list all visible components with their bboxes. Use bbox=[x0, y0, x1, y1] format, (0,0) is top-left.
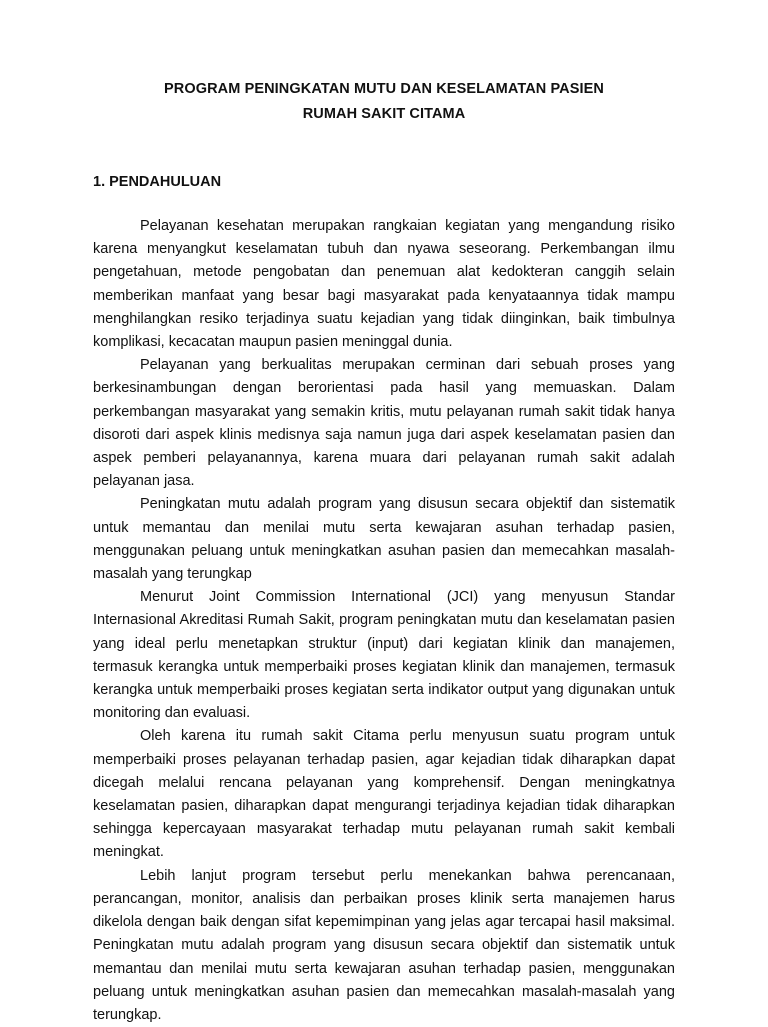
document-subtitle: RUMAH SAKIT CITAMA bbox=[302, 106, 466, 122]
body-text bbox=[93, 215, 675, 1027]
paragraph: Oleh karena itu rumah sakit Citama perlu menyusun suatu program untuk memperbaiki proses pelayanan terhadap pasien, agar kejadian tidak diharapkan dapat dicegah melalui rencana pelayanan yang komprehensif. Dengan meningkatnya keselamatan pasien, diharapkan dapat mengurangi terjadinya kejadian tidak diharapkan sehingga kepercayaan masyarakat terhadap mutu pelayanan rumah sakit kembali meningkat. bbox=[93, 728, 675, 861]
paragraph: Menurut Joint Commission International (JCI) yang menyusun Standar Internasional Akreditasi Rumah Sakit, program peningkatan mutu dan keselamatan pasien yang ideal perlu menetapkan struktur (input) dari kegiatan klinik dan manajemen, termasuk kerangka untuk memperbaiki proses kegiatan klinik dan manajemen, termasuk kerangka untuk memperbaiki proses kegiatan serta indikator output yang digunakan untuk monitoring dan evaluasi. bbox=[93, 589, 675, 722]
paragraph: Lebih lanjut program tersebut perlu menekankan bahwa perencanaan, perancangan, monitor, analisis dan perbaikan proses klinik serta manajemen harus dikelola dengan baik dengan sifat kepemimpinan yang jelas agar tercapai hasil maksimal. Peningkatan mutu adalah program yang disusun secara objektif dan sistematik untuk memantau dan menilai mutu serta kewajaran asuhan terhadap pasien, menggunakan peluang untuk meningkatkan asuhan pasien dan memecahkan masalah-masalah yang terungkap. bbox=[93, 867, 675, 1023]
paragraph: Pelayanan yang berkualitas merupakan cerminan dari sebuah proses yang berkesinambungan dengan berorientasi pada hasil yang memuaskan. Dalam perkembangan masyarakat yang semakin kritis, mutu pelayanan rumah sakit tidak hanya disoroti dari aspek klinis medisnya saja namun juga dari aspek keselamatan pasien dan aspek pemberi pelayanannya, karena muara dari pelayanan rumah sakit adalah pelayanan jasa. bbox=[93, 357, 675, 490]
paragraph: Pelayanan kesehatan merupakan rangkaian kegiatan yang mengandung risiko karena menyangkut keselamatan tubuh dan nyawa seseorang. Perkembangan ilmu pengetahuan, metode pengobatan dan penemuan alat kedokteran canggih selain memberikan manfaat yang besar bagi masyarakat pada kenyataannya tidak mampu menghilangkan resiko terjadinya suatu kejadian yang tidak diinginkan, baik timbulnya komplikasi, kecacatan maupun pasien meninggal dunia. bbox=[93, 218, 675, 351]
paragraph: Peningkatan mutu adalah program yang disusun secara objektif dan sistematik untuk memantau dan menilai mutu serta kewajaran asuhan terhadap pasien, menggunakan peluang untuk meningkatkan asuhan pasien dan memecahkan masalah-masalah yang terungkap bbox=[93, 496, 675, 583]
section-heading: 1. PENDAHULUAN bbox=[93, 174, 222, 190]
document-title: PROGRAM PENINGKATAN MUTU DAN KESELAMATAN PASIEN bbox=[164, 81, 604, 97]
